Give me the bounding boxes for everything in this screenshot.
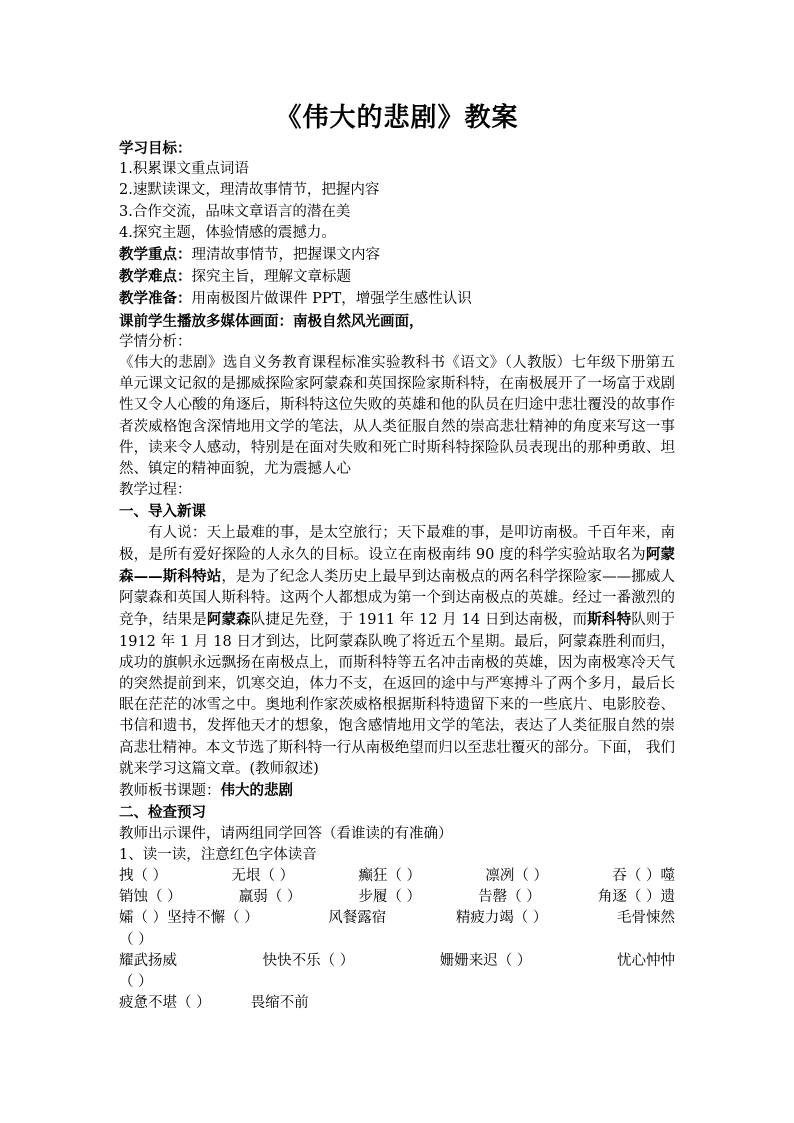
word-item: 风餐露宿	[328, 910, 387, 927]
station-name: 阿蒙森——斯科特站	[119, 545, 675, 586]
preparation	[119, 288, 675, 310]
section2-instruction: 教师出示课件，请两组同学回答（看谁读的有准确）	[119, 825, 453, 842]
word-item: 步履（ ）	[358, 889, 422, 906]
word-item: 姗姗来迟（ ）	[439, 952, 532, 969]
preparation-label: 教学准备：	[119, 290, 192, 308]
lesson-plan-page	[119, 100, 675, 1014]
word-item: 耀武扬威	[119, 952, 177, 969]
word-item: 羸弱（ ）	[238, 889, 302, 906]
section1-heading: 一、导入新课	[119, 503, 206, 521]
key-point-label: 教学重点：	[119, 246, 192, 264]
pinyin-row-3	[119, 908, 675, 929]
difficulty-label: 教学难点：	[119, 268, 192, 286]
word-item: 孀（ ）坚持不懈（ ）	[119, 910, 259, 927]
section2-heading: 二、检查预习	[119, 804, 206, 822]
word-item: 癫狂（ ）	[358, 867, 422, 884]
word-item: 忧心忡忡	[617, 952, 675, 969]
intro-text-3: 队捷足先登，于 1911 年 12 月 14 日到达南极，而	[250, 612, 588, 629]
reading-task: 1、读一读，注意红色字体读音	[119, 846, 317, 863]
intro-text-4: 队则于 1912 年 1 月 18 日才到达，比阿蒙森队晚了将近五个星期。最后，阿蒙森胜利而归，成功的旗帜永远飘扬在南极点上，而斯科特等五名冲击南极的英雄，因为南极寒冷天气的突然提前到来，饥寒交迫，体力不支，在返回的途中与严寒搏斗了两个多月，最后长眠在茫茫的冰雪之中。奥地利作家茨威格根据斯科特遗留下来的一些底片、电影胶卷、书信和遗书，发挥他天才的想象，饱含感情地用文学的笔法，表达了人类征服自然的崇高悲壮精神。本文节选了斯科特一行从南极绝望而归以至悲壮覆灭的部分。下面， 我们就来学习这篇文章。(教师叙述)	[119, 612, 675, 777]
analysis-heading: 学情分析：	[119, 333, 192, 350]
intro-text-2: ，是为了纪念人类历史上最早到达南极点的两名科学探险家——挪威人阿蒙森和英国人斯科特。这两个人都想成为第一个到达南极点的英雄。经过一番激烈的竞争，结果是	[119, 569, 675, 629]
analysis-text: 《伟大的悲剧》选自义务教育课程标准实验教科书《语文》（人教版）七年级下册第五单元课文记叙的是挪威探险家阿蒙森和英国探险家斯科特，在南极展开了一场富于戏剧性又令人心酸的角逐后，斯科特这位失败的英雄和他的队员在归途中悲壮覆没的故事作者茨威格饱含深情地用文学的笔法，从人类征服自然的崇高悲壮精神的角度来写这一事件，读来令人感动，特别是在面对失败和死亡时斯科特探险队员表现出的那种勇敢、坦然、镇定的精神面貌，尤为震撼人心	[119, 355, 675, 478]
amundsen-name: 阿蒙森	[206, 611, 251, 629]
intro-paragraph	[119, 523, 675, 780]
key-point-text: 理清故事情节，把握课文内容	[191, 247, 380, 264]
word-item: 无垠（ ）	[231, 867, 295, 884]
pinyin-row-4-continued: （ ）	[119, 973, 153, 990]
intro-text-1: 有人说：天上最难的事，是太空旅行；天下最难的事，是叩访南极。千百年来，南极，是所有爱好探险的人永久的目标。设立在南极南纬 90 度的科学实验站取名为	[119, 524, 675, 563]
goal-item-2: 2.速默读课文，理清故事情节，把握内容	[119, 182, 380, 199]
scott-name: 斯科特	[587, 611, 632, 629]
pinyin-row-5	[119, 993, 675, 1014]
goals-heading: 学习目标：	[119, 140, 192, 157]
word-item: 凛冽（ ）	[485, 867, 549, 884]
board-title	[119, 780, 675, 802]
goal-item-1: 1.积累课文重点词语	[119, 161, 249, 178]
process-heading: 教学过程：	[119, 482, 192, 499]
goal-item-3: 3.合作交流，品味文章语言的潜在美	[119, 203, 351, 220]
word-item: 角逐（ ）遗	[597, 889, 675, 906]
board-text: 伟大的悲剧	[220, 782, 293, 800]
board-label: 教师板书课题：	[119, 783, 221, 800]
word-item: 快快不乐（ ）	[262, 952, 355, 969]
word-item: 销蚀（ ）	[119, 889, 182, 906]
word-item: 毛骨悚然	[616, 910, 675, 927]
word-item: 吞（ ）噬	[612, 867, 675, 884]
goal-item-4: 4.探究主题，体验情感的震撼力。	[119, 224, 336, 241]
pinyin-row-1	[119, 866, 675, 887]
pinyin-row-4	[119, 951, 675, 972]
pinyin-row-2	[119, 887, 675, 908]
word-item: 告罄（ ）	[478, 889, 541, 906]
pre-class-activity: 课前学生播放多媒体画面：南极自然风光画面，	[119, 312, 424, 330]
word-item: 拽（ ）	[119, 867, 168, 884]
word-item: 精疲力竭（ ）	[455, 910, 548, 927]
pinyin-row-3-continued: （ ）	[119, 931, 153, 948]
difficulty	[119, 266, 675, 288]
word-item: 疲惫不堪（ ）	[119, 995, 211, 1012]
key-point	[119, 244, 675, 266]
word-item: 畏缩不前	[250, 995, 309, 1012]
preparation-text: 用南极图片做课件 PPT，增强学生感性认识	[191, 291, 472, 308]
difficulty-text: 探究主旨，理解文章标题	[191, 269, 351, 286]
page-title: 《伟大的悲剧》教案	[275, 103, 519, 133]
